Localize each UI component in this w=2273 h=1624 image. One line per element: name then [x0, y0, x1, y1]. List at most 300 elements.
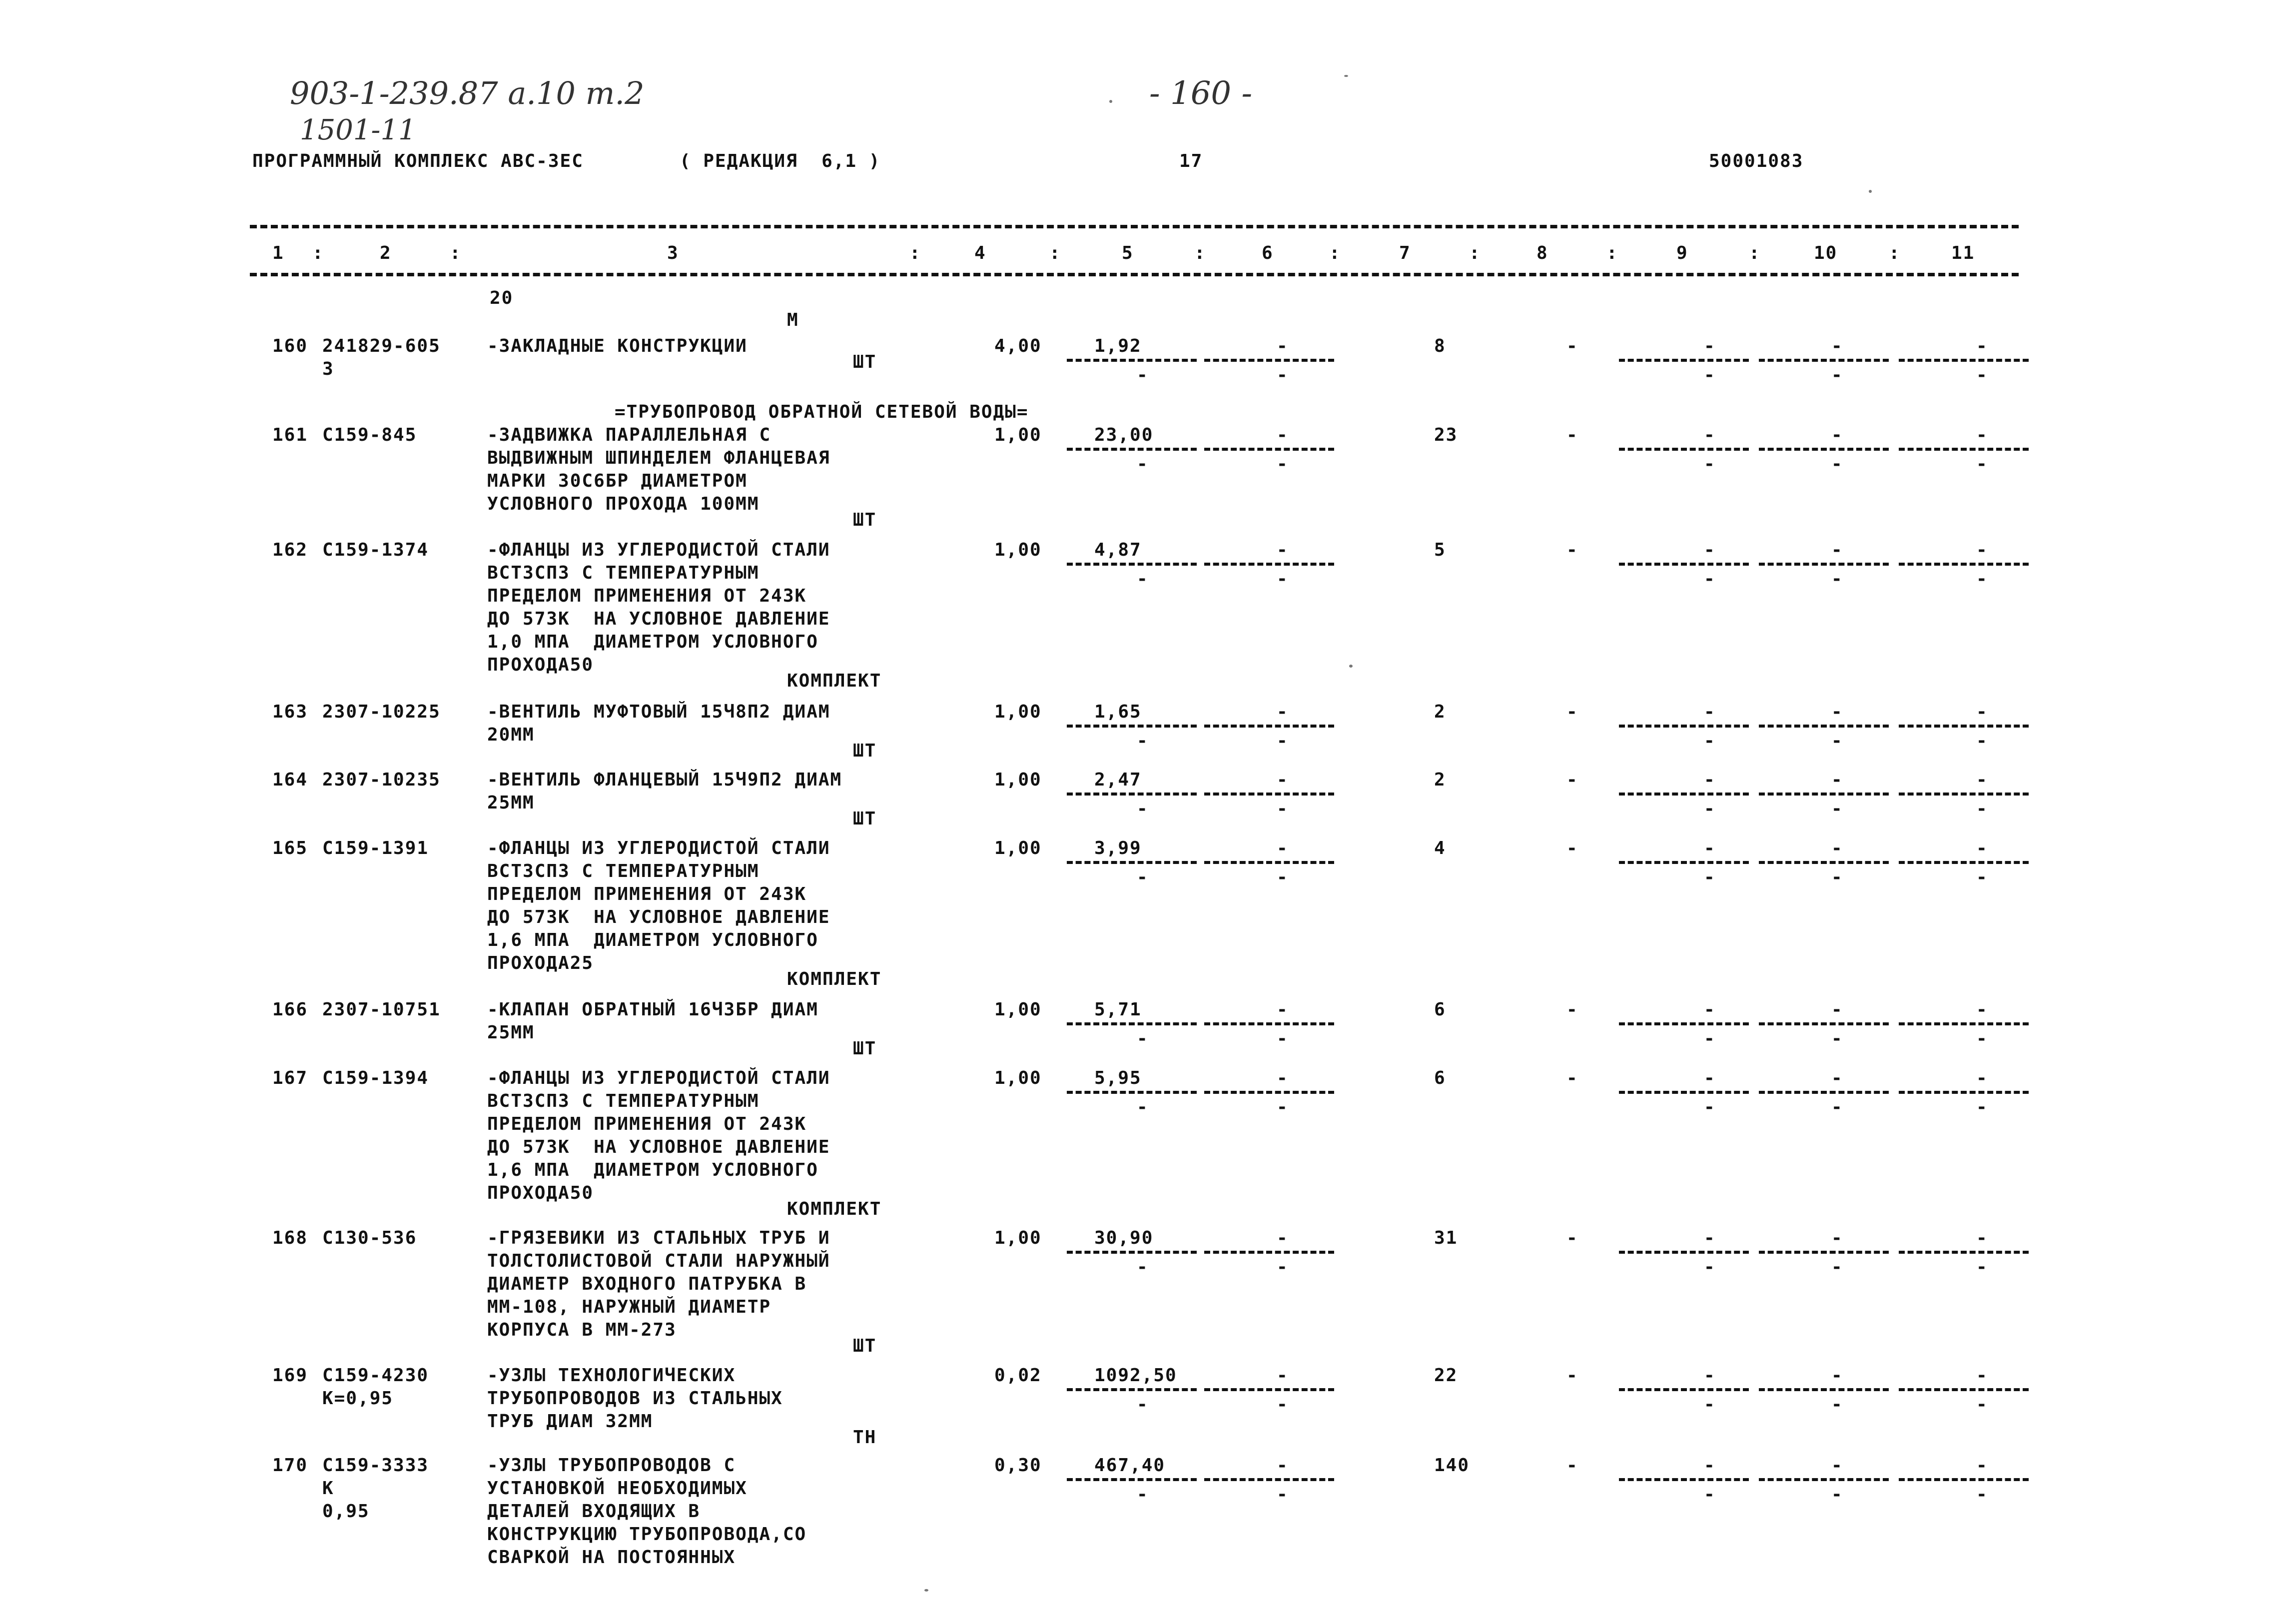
row-sub-col5: - — [1137, 867, 1149, 887]
row-description: -УЗЛЫ ТЕХНОЛОГИЧЕСКИХ — [487, 1365, 736, 1386]
sub-rule — [1619, 1022, 1749, 1025]
sub-rule — [1759, 793, 1889, 796]
row-sub-col11: - — [1976, 1097, 1988, 1117]
row-sub-col6: - — [1277, 365, 1289, 385]
row-col8: - — [1566, 702, 1578, 722]
sub-rule — [1899, 861, 2029, 864]
row-sub-col11: - — [1976, 454, 1988, 474]
row-sub-col5: - — [1137, 731, 1149, 751]
row-sub-col10: - — [1831, 1097, 1843, 1117]
sub-rule — [1204, 793, 1334, 796]
page-number: - 160 - — [1149, 75, 1253, 112]
row-number: 164 — [272, 770, 308, 790]
row-sub-col9: - — [1704, 569, 1716, 589]
row-col10: - — [1831, 1455, 1843, 1476]
row-description: КОРПУСА В ММ-273 — [487, 1320, 677, 1340]
row-description: 1,6 МПА ДИАМЕТРОМ УСЛОВНОГО — [487, 930, 818, 950]
row-col7: 4 — [1434, 838, 1446, 858]
row-description: ВЫДВИЖНЫМ ШПИНДЕЛЕМ ФЛАНЦЕВАЯ — [487, 448, 830, 468]
row-sub-col11: - — [1976, 365, 1988, 385]
row-description: ПРЕДЕЛОМ ПРИМЕНЕНИЯ ОТ 243К — [487, 586, 807, 606]
row-code: 3 — [322, 359, 334, 379]
row-description: -ЗАКЛАДНЫЕ КОНСТРУКЦИИ — [487, 336, 748, 356]
sub-rule — [1204, 448, 1334, 451]
sub-rule — [1204, 1388, 1334, 1391]
row-number: 162 — [272, 540, 308, 560]
row-unit: КОМПЛЕКТ — [787, 1199, 882, 1219]
row-col7: 23 — [1434, 425, 1458, 445]
row-quantity: 1,00 — [994, 999, 1042, 1020]
sub-rule — [1067, 1022, 1197, 1025]
row-sub-col11: - — [1976, 1028, 1988, 1049]
scan-speck — [1344, 75, 1348, 77]
column-header: 7 — [1399, 243, 1411, 263]
row-number: 165 — [272, 838, 308, 858]
row-col9: - — [1704, 702, 1716, 722]
row-unit: ШТ — [853, 1336, 877, 1356]
row-sub-col11: - — [1976, 569, 1988, 589]
row-sub-col9: - — [1704, 731, 1716, 751]
row-description: ПРОХОДА25 — [487, 953, 594, 973]
row-unit-price: 30,90 — [1094, 1228, 1154, 1248]
row-description: ПРЕДЕЛОМ ПРИМЕНЕНИЯ ОТ 243К — [487, 884, 807, 904]
row-col6: - — [1277, 1228, 1289, 1248]
row-unit-price: 1,65 — [1094, 702, 1142, 722]
column-header: 6 — [1262, 243, 1274, 263]
row-sub-col11: - — [1976, 867, 1988, 887]
row-sub-col5: - — [1137, 1484, 1149, 1505]
column-header: 4 — [974, 243, 986, 263]
row-description: ВСТ3СП3 С ТЕМПЕРАТУРНЫМ — [487, 1091, 759, 1111]
sub-rule — [1759, 359, 1889, 362]
row-number: 169 — [272, 1365, 308, 1386]
column-header: 3 — [667, 243, 679, 263]
row-unit-price: 4,87 — [1094, 540, 1142, 560]
row-description: -ФЛАНЦЫ ИЗ УГЛЕРОДИСТОЙ СТАЛИ — [487, 540, 830, 560]
row-col8: - — [1566, 1068, 1578, 1088]
row-description: ДИАМЕТР ВХОДНОГО ПАТРУБКА В — [487, 1274, 807, 1294]
header-rule-top — [250, 225, 2019, 228]
row-col10: - — [1831, 770, 1843, 790]
row-col6: - — [1277, 999, 1289, 1020]
row-quantity: 4,00 — [994, 336, 1042, 356]
row-sub-col10: - — [1831, 867, 1843, 887]
row-sub-col10: - — [1831, 799, 1843, 819]
row-description: ТРУБОПРОВОДОВ ИЗ СТАЛЬНЫХ — [487, 1388, 783, 1409]
row-unit-price: 1092,50 — [1094, 1365, 1177, 1386]
row-sub-col9: - — [1704, 1394, 1716, 1415]
row-col8: - — [1566, 770, 1578, 790]
row-description: ДЕТАЛЕЙ ВХОДЯЩИХ В — [487, 1501, 701, 1522]
row-quantity: 0,02 — [994, 1365, 1042, 1386]
sub-rule — [1067, 1251, 1197, 1254]
sub-rule — [1619, 448, 1749, 451]
row-description: -УЗЛЫ ТРУБОПРОВОДОВ С — [487, 1455, 736, 1476]
row-description: ВСТ3СП3 С ТЕМПЕРАТУРНЫМ — [487, 861, 759, 881]
row-unit-price: 1,92 — [1094, 336, 1142, 356]
row-col9: - — [1704, 336, 1716, 356]
row-sub-col11: - — [1976, 1394, 1988, 1415]
row-col9: - — [1704, 1068, 1716, 1088]
row-quantity: 1,00 — [994, 540, 1042, 560]
row-description: УСЛОВНОГО ПРОХОДА 100ММ — [487, 494, 759, 514]
row-unit-price: 3,99 — [1094, 838, 1142, 858]
sub-rule — [1204, 861, 1334, 864]
row-col10: - — [1831, 1365, 1843, 1386]
row-col9: - — [1704, 838, 1716, 858]
row-unit-price: 2,47 — [1094, 770, 1142, 790]
scan-speck — [1109, 100, 1112, 103]
row-sub-col11: - — [1976, 1484, 1988, 1505]
row-col9: - — [1704, 540, 1716, 560]
row-description: СВАРКОЙ НА ПОСТОЯННЫХ — [487, 1547, 736, 1568]
row-col11: - — [1976, 838, 1988, 858]
row-description: 20ММ — [487, 725, 535, 745]
row-sub-col9: - — [1704, 867, 1716, 887]
row-description: ПРОХОДА50 — [487, 655, 594, 675]
row-col11: - — [1976, 770, 1988, 790]
row-quantity: 1,00 — [994, 770, 1042, 790]
row-col7: 31 — [1434, 1228, 1458, 1248]
row-quantity: 1,00 — [994, 702, 1042, 722]
sub-rule — [1067, 1478, 1197, 1481]
row-sub-col6: - — [1277, 1028, 1289, 1049]
row-unit: ШТ — [853, 352, 877, 372]
row-quantity: 1,00 — [994, 1068, 1042, 1088]
row-description: 1,6 МПА ДИАМЕТРОМ УСЛОВНОГО — [487, 1160, 818, 1180]
row-sub-col10: - — [1831, 1394, 1843, 1415]
row-sub-col10: - — [1831, 1257, 1843, 1277]
row-description: МАРКИ 30С6БР ДИАМЕТРОМ — [487, 471, 748, 491]
row-description: ММ-108, НАРУЖНЫЙ ДИАМЕТР — [487, 1297, 771, 1317]
row-sub-col11: - — [1976, 799, 1988, 819]
row-unit: ШТ — [853, 809, 877, 829]
row-unit: ТН — [853, 1427, 877, 1448]
row-code: С159-3333 — [322, 1455, 429, 1476]
sub-rule — [1899, 1478, 2029, 1481]
row-sub-col5: - — [1137, 799, 1149, 819]
row-description: ДО 573К НА УСЛОВНОЕ ДАВЛЕНИЕ — [487, 609, 830, 629]
row-col11: - — [1976, 336, 1988, 356]
row-code: С159-1391 — [322, 838, 429, 858]
sub-rule — [1204, 1091, 1334, 1094]
sub-rule — [1899, 1251, 2029, 1254]
row-col11: - — [1976, 1228, 1988, 1248]
sub-rule — [1619, 1388, 1749, 1391]
column-header: 5 — [1122, 243, 1134, 263]
sub-rule — [1204, 563, 1334, 566]
row-code: 0,95 — [322, 1501, 370, 1522]
row-col7: 22 — [1434, 1365, 1458, 1386]
row-col10: - — [1831, 540, 1843, 560]
row-sub-col5: - — [1137, 1097, 1149, 1117]
sub-rule — [1619, 1478, 1749, 1481]
sub-rule — [1619, 793, 1749, 796]
row-sub-col6: - — [1277, 1394, 1289, 1415]
row-sub-col9: - — [1704, 1028, 1716, 1049]
row-col11: - — [1976, 1068, 1988, 1088]
row-sub-col5: - — [1137, 454, 1149, 474]
row-col8: - — [1566, 999, 1578, 1020]
row-description: ПРЕДЕЛОМ ПРИМЕНЕНИЯ ОТ 243К — [487, 1114, 807, 1134]
row-code: 2307-10751 — [322, 999, 441, 1020]
row-col9: - — [1704, 999, 1716, 1020]
row-col8: - — [1566, 838, 1578, 858]
row-code: 2307-10225 — [322, 702, 441, 722]
sub-rule — [1067, 861, 1197, 864]
carry-over-value: 20 — [490, 288, 514, 308]
row-col8: - — [1566, 425, 1578, 445]
row-code: С159-4230 — [322, 1365, 429, 1386]
sub-rule — [1759, 861, 1889, 864]
row-sub-col6: - — [1277, 454, 1289, 474]
row-col9: - — [1704, 1455, 1716, 1476]
row-col7: 6 — [1434, 999, 1446, 1020]
row-sub-col10: - — [1831, 454, 1843, 474]
scan-speck — [1349, 665, 1353, 668]
row-number: 160 — [272, 336, 308, 356]
sub-rule — [1899, 1388, 2029, 1391]
row-code: С130-536 — [322, 1228, 417, 1248]
sub-rule — [1899, 448, 2029, 451]
sub-rule — [1619, 861, 1749, 864]
row-description: 1,0 МПА ДИАМЕТРОМ УСЛОВНОГО — [487, 632, 818, 652]
row-number: 163 — [272, 702, 308, 722]
sub-rule — [1899, 725, 2029, 728]
row-col7: 2 — [1434, 702, 1446, 722]
header-rule-bottom — [250, 273, 2019, 276]
row-col11: - — [1976, 702, 1988, 722]
column-header: 1 — [272, 243, 284, 263]
row-unit-price: 23,00 — [1094, 425, 1154, 445]
sub-rule — [1619, 1091, 1749, 1094]
row-unit: КОМПЛЕКТ — [787, 671, 882, 691]
row-sub-col10: - — [1831, 731, 1843, 751]
sub-rule — [1067, 725, 1197, 728]
sub-rule — [1619, 563, 1749, 566]
document-code: 50001083 — [1709, 151, 1804, 171]
row-description: ПРОХОДА50 — [487, 1183, 594, 1203]
row-sub-col6: - — [1277, 799, 1289, 819]
scan-speck — [924, 1589, 928, 1592]
section-title: =ТРУБОПРОВОД ОБРАТНОЙ СЕТЕВОЙ ВОДЫ= — [615, 402, 1029, 422]
row-col6: - — [1277, 1068, 1289, 1088]
sub-rule — [1067, 563, 1197, 566]
row-col11: - — [1976, 1365, 1988, 1386]
row-unit-price: 5,71 — [1094, 999, 1142, 1020]
row-sub-col6: - — [1277, 569, 1289, 589]
row-col7: 6 — [1434, 1068, 1446, 1088]
row-sub-col9: - — [1704, 1484, 1716, 1505]
row-code: С159-1394 — [322, 1068, 429, 1088]
row-sub-col6: - — [1277, 731, 1289, 751]
column-header: 8 — [1536, 243, 1548, 263]
sub-rule — [1899, 793, 2029, 796]
row-col10: - — [1831, 999, 1843, 1020]
row-col10: - — [1831, 425, 1843, 445]
row-description: 25ММ — [487, 793, 535, 813]
sub-rule — [1067, 359, 1197, 362]
row-description: -ГРЯЗЕВИКИ ИЗ СТАЛЬНЫХ ТРУБ И — [487, 1228, 830, 1248]
row-sub-col6: - — [1277, 867, 1289, 887]
row-description: КОНСТРУКЦИЮ ТРУБОПРОВОДА,СО — [487, 1524, 807, 1545]
row-sub-col10: - — [1831, 1028, 1843, 1049]
sub-rule — [1759, 563, 1889, 566]
row-description: ТОЛСТОЛИСТОВОЙ СТАЛИ НАРУЖНЫЙ — [487, 1251, 830, 1271]
row-col10: - — [1831, 702, 1843, 722]
sub-rule — [1899, 1022, 2029, 1025]
row-col8: - — [1566, 336, 1578, 356]
row-description: ДО 573К НА УСЛОВНОЕ ДАВЛЕНИЕ — [487, 1137, 830, 1157]
row-col11: - — [1976, 540, 1988, 560]
row-unit: ШТ — [853, 1038, 877, 1059]
sheet-number: 17 — [1179, 151, 1203, 171]
sub-rule — [1619, 359, 1749, 362]
row-sub-col11: - — [1976, 731, 1988, 751]
column-header: 11 — [1951, 243, 1975, 263]
row-col6: - — [1277, 336, 1289, 356]
row-code: К — [322, 1478, 334, 1499]
sub-rule — [1759, 1251, 1889, 1254]
row-col6: - — [1277, 1365, 1289, 1386]
row-number: 168 — [272, 1228, 308, 1248]
sub-rule — [1759, 448, 1889, 451]
row-sub-col6: - — [1277, 1257, 1289, 1277]
row-col11: - — [1976, 425, 1988, 445]
row-col8: - — [1566, 1455, 1578, 1476]
sub-rule — [1067, 448, 1197, 451]
sub-rule — [1619, 725, 1749, 728]
column-header: 9 — [1676, 243, 1688, 263]
row-col7: 8 — [1434, 336, 1446, 356]
sub-rule — [1204, 359, 1334, 362]
sub-rule — [1759, 1022, 1889, 1025]
row-sub-col10: - — [1831, 365, 1843, 385]
column-header: 10 — [1814, 243, 1838, 263]
row-sub-col11: - — [1976, 1257, 1988, 1277]
row-col9: - — [1704, 1365, 1716, 1386]
row-col6: - — [1277, 702, 1289, 722]
sub-rule — [1067, 793, 1197, 796]
row-sub-col6: - — [1277, 1484, 1289, 1505]
row-col10: - — [1831, 1068, 1843, 1088]
row-unit: КОМПЛЕКТ — [787, 969, 882, 989]
row-code: К=0,95 — [322, 1388, 394, 1409]
row-sub-col5: - — [1137, 1028, 1149, 1049]
row-col7: 5 — [1434, 540, 1446, 560]
sub-rule — [1759, 1388, 1889, 1391]
row-col11: - — [1976, 1455, 1988, 1476]
row-description: -ВЕНТИЛЬ ФЛАНЦЕВЫЙ 15Ч9П2 ДИАМ — [487, 770, 842, 790]
row-description: 25ММ — [487, 1022, 535, 1043]
row-col7: 2 — [1434, 770, 1446, 790]
row-col9: - — [1704, 1228, 1716, 1248]
row-unit: ШТ — [853, 510, 877, 530]
row-quantity: 1,00 — [994, 1228, 1042, 1248]
row-sub-col10: - — [1831, 569, 1843, 589]
row-number: 167 — [272, 1068, 308, 1088]
row-description: -ФЛАНЦЫ ИЗ УГЛЕРОДИСТОЙ СТАЛИ — [487, 1068, 830, 1088]
sub-rule — [1759, 1478, 1889, 1481]
row-col10: - — [1831, 336, 1843, 356]
row-col7: 140 — [1434, 1455, 1470, 1476]
sub-rule — [1204, 1022, 1334, 1025]
row-description: -КЛАПАН ОБРАТНЫЙ 16Ч3БР ДИАМ — [487, 999, 818, 1020]
row-sub-col5: - — [1137, 569, 1149, 589]
row-code: 241829-605 — [322, 336, 441, 356]
row-quantity: 0,30 — [994, 1455, 1042, 1476]
sub-rule — [1899, 359, 2029, 362]
sub-rule — [1759, 1091, 1889, 1094]
row-col6: - — [1277, 1455, 1289, 1476]
row-col8: - — [1566, 1365, 1578, 1386]
row-description: -ФЛАНЦЫ ИЗ УГЛЕРОДИСТОЙ СТАЛИ — [487, 838, 830, 858]
row-col6: - — [1277, 540, 1289, 560]
row-description: -ВЕНТИЛЬ МУФТОВЫЙ 15Ч8П2 ДИАМ — [487, 702, 830, 722]
row-description: ТРУБ ДИАМ 32ММ — [487, 1411, 653, 1432]
sub-rule — [1619, 1251, 1749, 1254]
row-sub-col5: - — [1137, 365, 1149, 385]
row-sub-col9: - — [1704, 1097, 1716, 1117]
row-description: ДО 573К НА УСЛОВНОЕ ДАВЛЕНИЕ — [487, 907, 830, 927]
row-col10: - — [1831, 1228, 1843, 1248]
sub-rule — [1067, 1091, 1197, 1094]
row-col8: - — [1566, 540, 1578, 560]
sub-rule — [1067, 1388, 1197, 1391]
row-col6: - — [1277, 425, 1289, 445]
row-sub-col9: - — [1704, 1257, 1716, 1277]
row-sub-col9: - — [1704, 454, 1716, 474]
row-sub-col9: - — [1704, 799, 1716, 819]
row-sub-col5: - — [1137, 1394, 1149, 1415]
handwritten-sub-code: 1501-11 — [300, 114, 416, 146]
sub-rule — [1204, 725, 1334, 728]
edition-label: ( РЕДАКЦИЯ 6,1 ) — [680, 151, 881, 171]
row-col11: - — [1976, 999, 1988, 1020]
row-col8: - — [1566, 1228, 1578, 1248]
row-col10: - — [1831, 838, 1843, 858]
row-unit: ШТ — [853, 741, 877, 761]
row-code: 2307-10235 — [322, 770, 441, 790]
row-sub-col9: - — [1704, 365, 1716, 385]
row-quantity: 1,00 — [994, 838, 1042, 858]
row-col6: - — [1277, 838, 1289, 858]
row-code: С159-845 — [322, 425, 417, 445]
row-unit-price: 467,40 — [1094, 1455, 1166, 1476]
row-col9: - — [1704, 425, 1716, 445]
carry-over-unit: М — [787, 310, 799, 330]
row-col9: - — [1704, 770, 1716, 790]
row-col6: - — [1277, 770, 1289, 790]
sub-rule — [1899, 563, 2029, 566]
sub-rule — [1759, 725, 1889, 728]
row-sub-col10: - — [1831, 1484, 1843, 1505]
row-number: 170 — [272, 1455, 308, 1476]
row-description: -ЗАДВИЖКА ПАРАЛЛЕЛЬНАЯ С — [487, 425, 771, 445]
handwritten-doc-code: 903-1-239.87 а.10 т.2 — [290, 75, 645, 111]
scan-speck — [1869, 190, 1872, 193]
sub-rule — [1899, 1091, 2029, 1094]
row-description: УСТАНОВКОЙ НЕОБХОДИМЫХ — [487, 1478, 748, 1499]
row-number: 161 — [272, 425, 308, 445]
sub-rule — [1204, 1251, 1334, 1254]
program-title: ПРОГРАММНЫЙ КОМПЛЕКС АВС-3ЕС — [252, 151, 584, 171]
row-sub-col6: - — [1277, 1097, 1289, 1117]
row-quantity: 1,00 — [994, 425, 1042, 445]
row-code: С159-1374 — [322, 540, 429, 560]
row-unit-price: 5,95 — [1094, 1068, 1142, 1088]
row-number: 166 — [272, 999, 308, 1020]
